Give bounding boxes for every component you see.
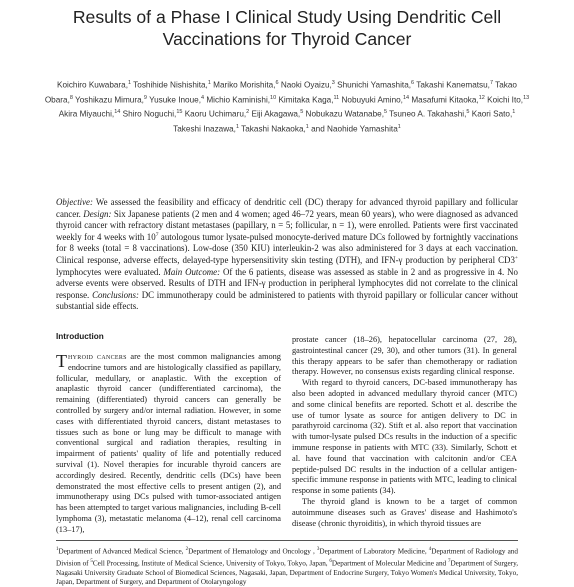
intro-right-paragraph-1: prostate cancer (18–26), hepatocellular carcinoma (27, 28), gastrointestinal cancer (29, 30), and other tumors (31). In general this therapy appears to be safer than chemotherapy or radiation therapy. However, no consensus exists regarding clinical response. [292,335,517,377]
affiliation-footnote: $^1$Department of Advanced Medical Science, $^2$Department of Hematology and Oncology , $^3$Department of Laboratory Medicine, $^4$Department of Radiology and Division of $^5$Cell Processing, Institute of Medical Science, University of Tokyo, Tokyo, Japan, $^6$Department of Molecular Medicine and $^7$Department of Surgery, Nagasaki University Graduate School of Biomedical Sciences, Nagasaki, Japan, Department of Endocrine Surgery, Tokyo Women's Medical University, Tokyo, Japan, Department of Surgery, and Department of Otolaryngology [56,547,518,586]
abstract: Objective: We assessed the feasibility and efficacy of dendritic cell (DC) therapy for advanced thyroid papillary and follicular cancer. Design: Six Japanese patients (2 men and 4 women; aged 46–72 years, mean 60 years), who were diagnosed as advanced thyroid cancer with refractory distant metastases (papillary, n = 5; follicular, n = 1), were enrolled. Patients were first vaccinated weekly for 4 weeks with $10^7$ autologous tumor lysate-pulsed monocyte-derived mature DCs followed by fortnightly vaccinations for 8 weeks (total = 8 vaccinations). Low-dose (350 KIU) interleukin-2 was also administered for 3 days at each vaccination. Clinical response, adverse effects, delayed-type hypersensitivity skin testing (DTH), and IFN-γ production by peripheral CD3+ lymphocytes were evaluated. Main Outcome: Of the 6 patients, disease was assessed as stable in 2 and as progressive in 4. No adverse events were observed. Results of DTH and IFN-γ production in peripheral lymphocytes did not correlate to the clinical response. Conclusions: DC immunotherapy could be administered to patients with thyroid papillary or follicular cancer without substantial side effects. [56,197,518,312]
author-list: Koichiro Kuwabara,$^1$ Toshihide Nishishita,$^1$ Mariko Morishita,$^6$ Naoki Oyaizu,$^3$ Shunichi Yamashita,$^6$ Takashi Kanematsu,$^7$ Takao Obara,$^8$ Yoshikazu Mimura,$^9$ Yusuke Inoue,$^4$ Michio Kaminishi,$^{10}$ Kimitaka Kaga,$^{11}$ Nobuyuki Amino,$^{14}$ Masafumi Kitaoka,$^{12}$ Koichi Ito,$^{13}$ Akira Miyauchi,$^{14}$ Shiro Noguchi,$^{15}$ Kaoru Uchimaru,$^2$ Eiji Akagawa,$^5$ Nobukazu Watanabe,$^5$ Tsuneo A. Takahashi,$^5$ Kaori Sato,$^1$ Takeshi Inazawa,$^1$ Takashi Nakaoka,$^1$ and Naohide Yamashita$^1$ [44,80,530,134]
intro-text: are the most common malignancies among endocrine tumors and are histologically classified as papillary, follicular, medullary, or anaplastic. With the exception of anaplastic thyroid cancer (undifferentiated carcinoma), the remaining (differentiated) thyroid cancers can generally be controlled by surgery and/or internal radiation. However, in some cases with differentiated thyroid cancers, distant metastases to tissues such as bone or lung may be difficult to manage with conventional surgical and radiation therapies, resulting in impairment of patients' quality of life and potentially reduced survival (1). Novel therapies for incurable thyroid cancers are accordingly desired. Recently, dendritic cells (DCs) have been demonstrated the most effective cells to present antigen (2), and immunotherapy using DCs pulsed with tumor-associated antigen has been attempted to target various malignancies, including B-cell lymphoma (3), metastatic melanoma (4–12), renal cell carcinoma (13–17), [56,352,281,534]
footnote-divider [56,540,518,541]
intro-right-paragraph-2: With regard to thyroid cancers, DC-based immunotherapy has also been adopted in advanced medullary thyroid cancer (MTC) and some clinical benefits are reported. Schott et al. describe the use of tumor lysate as source for antigen delivery to DC in parathyroid carcinoma (32). Stift et al. also report that vaccination with tumor-lysate pulsed DCs results in the induction of a specific immune response in patients with MTC (33). Similarly, Schott et al. have found that vaccination with calcitonin and/or CEA peptide-pulsed DC results in the induction of a cellular antigen-specific immune response in patients with MTC, leading to clinical response in some patients (34). [292,378,517,496]
intro-paragraph [56,352,281,536]
intro-right-paragraph-3: The thyroid gland is known to be a target of common autoimmune diseases such as Graves' disease and Hashimoto's disease (chronic thyroiditis), in which thyroid tissues are [292,496,517,528]
intro-lead-in: hyroid cancers [68,352,127,361]
intro-left-column [56,351,281,534]
intro-right-column [292,335,517,530]
drop-cap: T [56,351,67,371]
paper-title: Results of a Phase I Clinical Study Using Dendritic Cell Vaccinations for Thyroid Cancer [72,7,502,49]
section-heading-introduction: Introduction [56,332,104,341]
